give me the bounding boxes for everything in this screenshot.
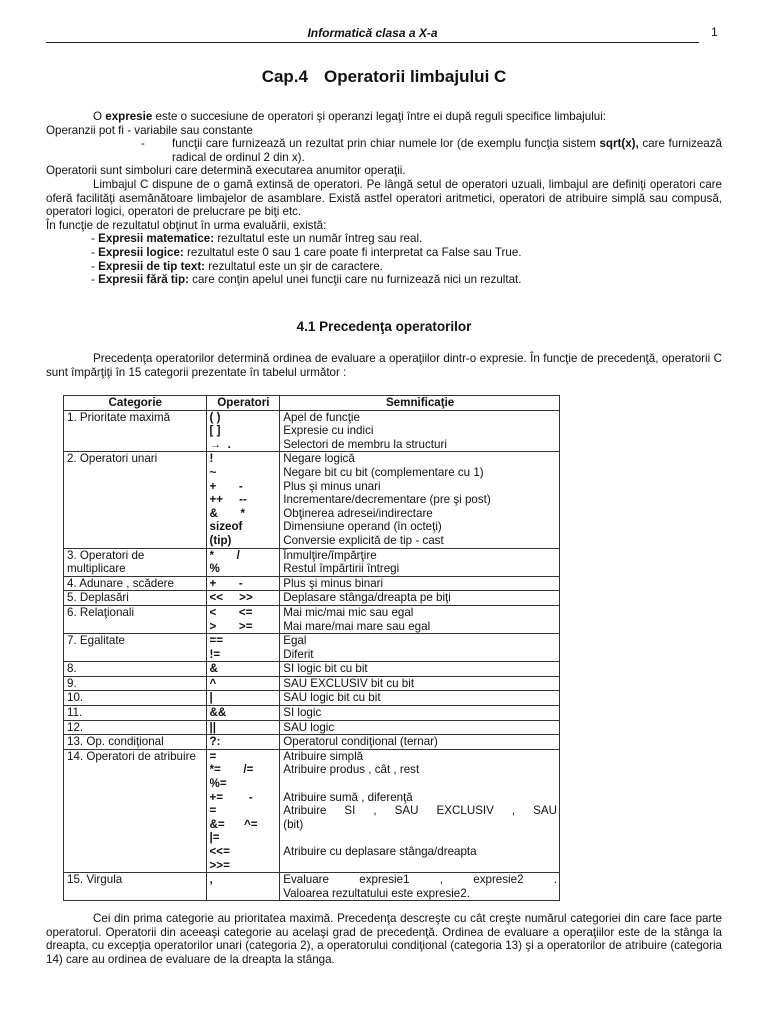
page-number: 1 <box>711 25 718 39</box>
meaning-line: Mai mic/mai mic sau egal <box>283 605 414 619</box>
meaning-line: SI logic bit cu bit <box>283 662 368 676</box>
meaning-line: Atribuire produs , cât , rest <box>283 763 420 777</box>
meaning-line: Deplasare stânga/dreapta pe biţi <box>283 591 451 605</box>
operator-line: ^ <box>209 676 217 690</box>
category-cell: 2. Operatori unari <box>64 452 207 548</box>
meaning-line: Mai mare/mai mare sau egal <box>283 619 431 633</box>
operator-line: + - <box>209 576 243 590</box>
list-item: - Expresii de tip text: rezultatul este un şir de caractere. <box>91 259 383 273</box>
table-row <box>64 662 560 677</box>
meaning-line: Atribuire sumă , diferenţă <box>283 790 413 804</box>
meaning-line: Expresie cu indici <box>283 424 374 438</box>
meaning-line: SAU EXCLUSIV bit cu bit <box>283 676 415 690</box>
expression-definition <box>46 110 722 124</box>
category-cell: 14. Operatori de atribuire <box>64 749 207 872</box>
operators-line: Operatorii sunt simboluri care determină executarea anumitor operaţii. <box>46 164 406 178</box>
table-row <box>64 605 560 633</box>
operators-cell <box>206 452 280 548</box>
text-run: este o succesiune de operatori şi operanzi legaţi între ei după reguli specifice limbajului: <box>152 110 607 123</box>
meaning-line: SAU logic bit cu bit <box>283 691 381 705</box>
meaning-line: Atribuire simplă <box>283 749 364 763</box>
term-expresie: expresie <box>105 110 153 123</box>
operator-line: || <box>209 720 217 734</box>
intro-block <box>46 110 722 287</box>
meaning-cell <box>280 691 560 706</box>
operators-cell <box>206 720 280 735</box>
precedence-paragraph: Precedenţa operatorilor determină ordinea de evaluare a operaţiilor dintr-o expresie. În funcţie de precedenţă, operatorii C sunt împărţiţi în 15 categorii prezentate în tabelul următor : <box>46 352 722 379</box>
table-row <box>64 873 560 901</box>
chapter-name: Operatorii limbajului C <box>323 67 507 86</box>
category-cell: 15. Virgula <box>64 873 207 901</box>
chapter-title <box>0 67 768 86</box>
meaning-cell <box>280 576 560 591</box>
operators-cell <box>206 410 280 452</box>
operator-line: == <box>209 634 224 648</box>
running-header: Informatică clasa a X-a <box>46 24 699 43</box>
category-cell: 1. Prioritate maximă <box>64 410 207 452</box>
category-cell: 4. Adunare , scădere <box>64 576 207 591</box>
meaning-cell <box>280 591 560 606</box>
meaning-cell <box>280 749 560 872</box>
category-cell: 7. Egalitate <box>64 634 207 662</box>
operator-line: ~ <box>209 465 217 479</box>
operator-line: < <= <box>209 605 253 619</box>
text-run: O <box>93 110 106 123</box>
operators-cell <box>206 548 280 576</box>
operator-line: && <box>209 706 227 720</box>
functions-item <box>46 137 722 164</box>
meaning-line: Valoarea rezultatului este expresie2. <box>283 886 470 900</box>
category-cell: 10. <box>64 691 207 706</box>
chapter-number: Cap.4 <box>261 67 308 86</box>
section-title: 4.1 Precedenţa operatorilor <box>296 319 472 334</box>
operator-line: (tip) <box>209 533 232 547</box>
meaning-cell <box>280 634 560 662</box>
meaning-cell <box>280 662 560 677</box>
operator-line: ?: <box>209 735 221 749</box>
kind-label: Expresii de tip text: <box>98 259 206 273</box>
operator-line: & <box>209 662 218 676</box>
meaning-cell <box>280 410 560 452</box>
meaning-cell <box>280 873 560 901</box>
kind-text: rezultatul este un număr întreg sau real. <box>214 232 423 246</box>
operator-line: ! <box>209 452 214 466</box>
table-row <box>64 720 560 735</box>
list-item: - Expresii logice: rezultatul este 0 sau 1 care poate fi interpretat ca False sau True. <box>91 245 522 259</box>
operator-line: ++ -- <box>209 493 247 507</box>
category-cell: 3. Operatori de multiplicare <box>64 548 207 576</box>
meaning-cell <box>280 605 560 633</box>
meaning-line: Atribuire SI , SAU EXCLUSIV , SAU <box>283 804 557 818</box>
meaning-line: Dimensiune operand (în octeţi) <box>283 520 442 534</box>
operator-line: = <box>209 749 217 763</box>
operator-line: != <box>209 647 221 661</box>
table-row <box>64 548 560 576</box>
meaning-line: Egal <box>283 634 307 648</box>
meaning-line <box>283 859 557 873</box>
meaning-cell <box>280 452 560 548</box>
meaning-line: Selectori de membru la structuri <box>283 437 447 451</box>
operators-cell <box>206 691 280 706</box>
term-sqrt: sqrt(x), <box>599 137 639 151</box>
meaning-line: Apel de funcţie <box>283 410 360 424</box>
operators-cell <box>206 873 280 901</box>
meaning-cell <box>280 706 560 721</box>
operator-line: &= ^= <box>209 817 258 831</box>
table-row <box>64 706 560 721</box>
column-header: Semnificaţie <box>280 396 560 411</box>
category-cell: 12. <box>64 720 207 735</box>
table-row <box>64 676 560 691</box>
meaning-line: Incrementare/decrementare (pre şi post) <box>283 493 491 507</box>
meaning-line: Evaluare expresie1 , expresie2 . <box>283 873 557 887</box>
operators-cell <box>206 706 280 721</box>
meaning-line: Plus şi minus unari <box>283 479 381 493</box>
kind-label: Expresii logice: <box>98 245 184 259</box>
table-row <box>64 735 560 750</box>
operator-line: + - <box>209 479 243 493</box>
expression-kinds-list <box>46 232 722 286</box>
meaning-cell <box>280 676 560 691</box>
meaning-line: SAU logic <box>283 720 335 734</box>
operands-line: Operanzii pot fi - variabile sau constante <box>46 123 253 137</box>
operators-cell <box>206 605 280 633</box>
operator-line: <<= <box>209 845 230 858</box>
operator-line: |= <box>209 831 220 845</box>
column-header: Operatori <box>206 396 280 411</box>
result-line: În funcţie de rezultatul obţinut în urma evaluării, există: <box>46 218 327 232</box>
column-header: Categorie <box>64 396 207 411</box>
category-cell: 8. <box>64 662 207 677</box>
meaning-cell <box>280 548 560 576</box>
dash: - <box>141 137 145 151</box>
table-header-row <box>64 396 560 411</box>
operator-line: %= <box>209 777 227 791</box>
meaning-line: Negare bit cu bit (complementare cu 1) <box>283 465 484 479</box>
operator-line: += - <box>209 790 253 804</box>
operator-line: = <box>209 804 217 818</box>
category-cell: 5. Deplasări <box>64 591 207 606</box>
operators-cell <box>206 735 280 750</box>
operator-line: [ ] <box>209 424 221 438</box>
list-item: - Expresii matematice: rezultatul este un număr întreg sau real. <box>91 232 423 246</box>
meaning-line: Restul împărtirii întregi <box>283 562 400 576</box>
operator-line: >>= <box>209 858 230 872</box>
text-run: care furnizează radical de ordinul 2 din x). <box>172 137 722 164</box>
table-row <box>64 576 560 591</box>
table-row <box>64 691 560 706</box>
operator-line: sizeof <box>209 520 243 534</box>
kind-label: Expresii fără tip: <box>98 273 189 287</box>
operator-line: | <box>209 691 213 705</box>
table-row <box>64 452 560 548</box>
meaning-line: Plus şi minus binari <box>283 576 384 590</box>
operator-line: , <box>209 873 213 887</box>
operator-line: *= /= <box>209 763 254 777</box>
meaning-line: Conversie explicită de tip - cast <box>283 533 444 547</box>
operators-cell <box>206 749 280 872</box>
operator-line: ( ) <box>209 410 221 424</box>
list-item: - Expresii fără tip: care conţin apelul unei funcţii care nu furnizează nici un rezultat. <box>91 273 522 287</box>
meaning-line: Negare logică <box>283 452 355 466</box>
operator-precedence-table <box>63 395 560 901</box>
closing-paragraph: Cei din prima categorie au prioritatea maximă. Precedenţa descreşte cu cât creşte numărul categoriei din care face parte operatorul. Operatorii din aceeaşi categorie au acelaşi grad de precedenţă. Ordinea de evaluare a operaţiilor este de la stânga la dreapta, cu excepţia operatorilor unari (categoria 2), a operatorului condiţional (categoria 13) şi a operatorilor de atribuire (categoria 14) care au ordinea de evaluare de la dreapta la stânga. <box>46 912 722 966</box>
meaning-line: Obţinerea adresei/indirectare <box>283 506 433 520</box>
category-cell: 9. <box>64 676 207 691</box>
operator-line: % <box>209 562 220 576</box>
meaning-line <box>283 831 557 845</box>
kind-label: Expresii matematice: <box>98 232 215 246</box>
meaning-line: SI logic <box>283 706 322 720</box>
operator-line: & * <box>209 506 245 520</box>
kind-text: rezultatul este un şir de caractere. <box>205 259 383 273</box>
text-run: funcţii care furnizează un rezultat prin chiar numele lor (de exemplu funcţia sistem <box>172 137 600 151</box>
kind-text: care conţin apelul unei funcţii care nu furnizează nici un rezultat. <box>188 273 522 287</box>
limbajul-paragraph: Limbajul C dispune de o gamă extinsă de operatori. Pe lângă setul de operatori uzuali, limbajul are definiţi operatori care oferă facilităţi asemănătoare limbajelor de asamblare. Există astfel operatori aritmetici, operatori de atribuire simplă sau compusă, operatori logici, operatori de prelucrare pe biţi etc. <box>46 177 722 219</box>
operators-cell <box>206 576 280 591</box>
table-row <box>64 634 560 662</box>
operator-line: > >= <box>209 619 253 633</box>
meaning-line: (bit) <box>283 817 304 831</box>
table-row <box>64 410 560 452</box>
meaning-cell <box>280 735 560 750</box>
operators-cell <box>206 662 280 677</box>
meaning-line <box>283 777 557 791</box>
operator-line: * / <box>209 548 240 562</box>
category-cell: 13. Op. condiţional <box>64 735 207 750</box>
operators-cell <box>206 591 280 606</box>
kind-text: rezultatul este 0 sau 1 care poate fi interpretat ca False sau True. <box>183 245 522 259</box>
table-row <box>64 591 560 606</box>
table-row <box>64 749 560 872</box>
meaning-line: Diferit <box>283 647 314 661</box>
operator-line: << >> <box>209 591 253 605</box>
meaning-line: Operatorul condiţional (ternar) <box>283 735 438 749</box>
meaning-cell <box>280 720 560 735</box>
operator-line: → . <box>209 437 231 451</box>
meaning-line: Atribuire cu deplasare stânga/dreapta <box>283 845 477 858</box>
table-body <box>64 410 560 901</box>
category-cell: 6. Relaţionali <box>64 605 207 633</box>
category-cell: 11. <box>64 706 207 721</box>
meaning-line: Înmulţire/împărţire <box>283 548 377 562</box>
operators-cell <box>206 634 280 662</box>
operators-cell <box>206 676 280 691</box>
